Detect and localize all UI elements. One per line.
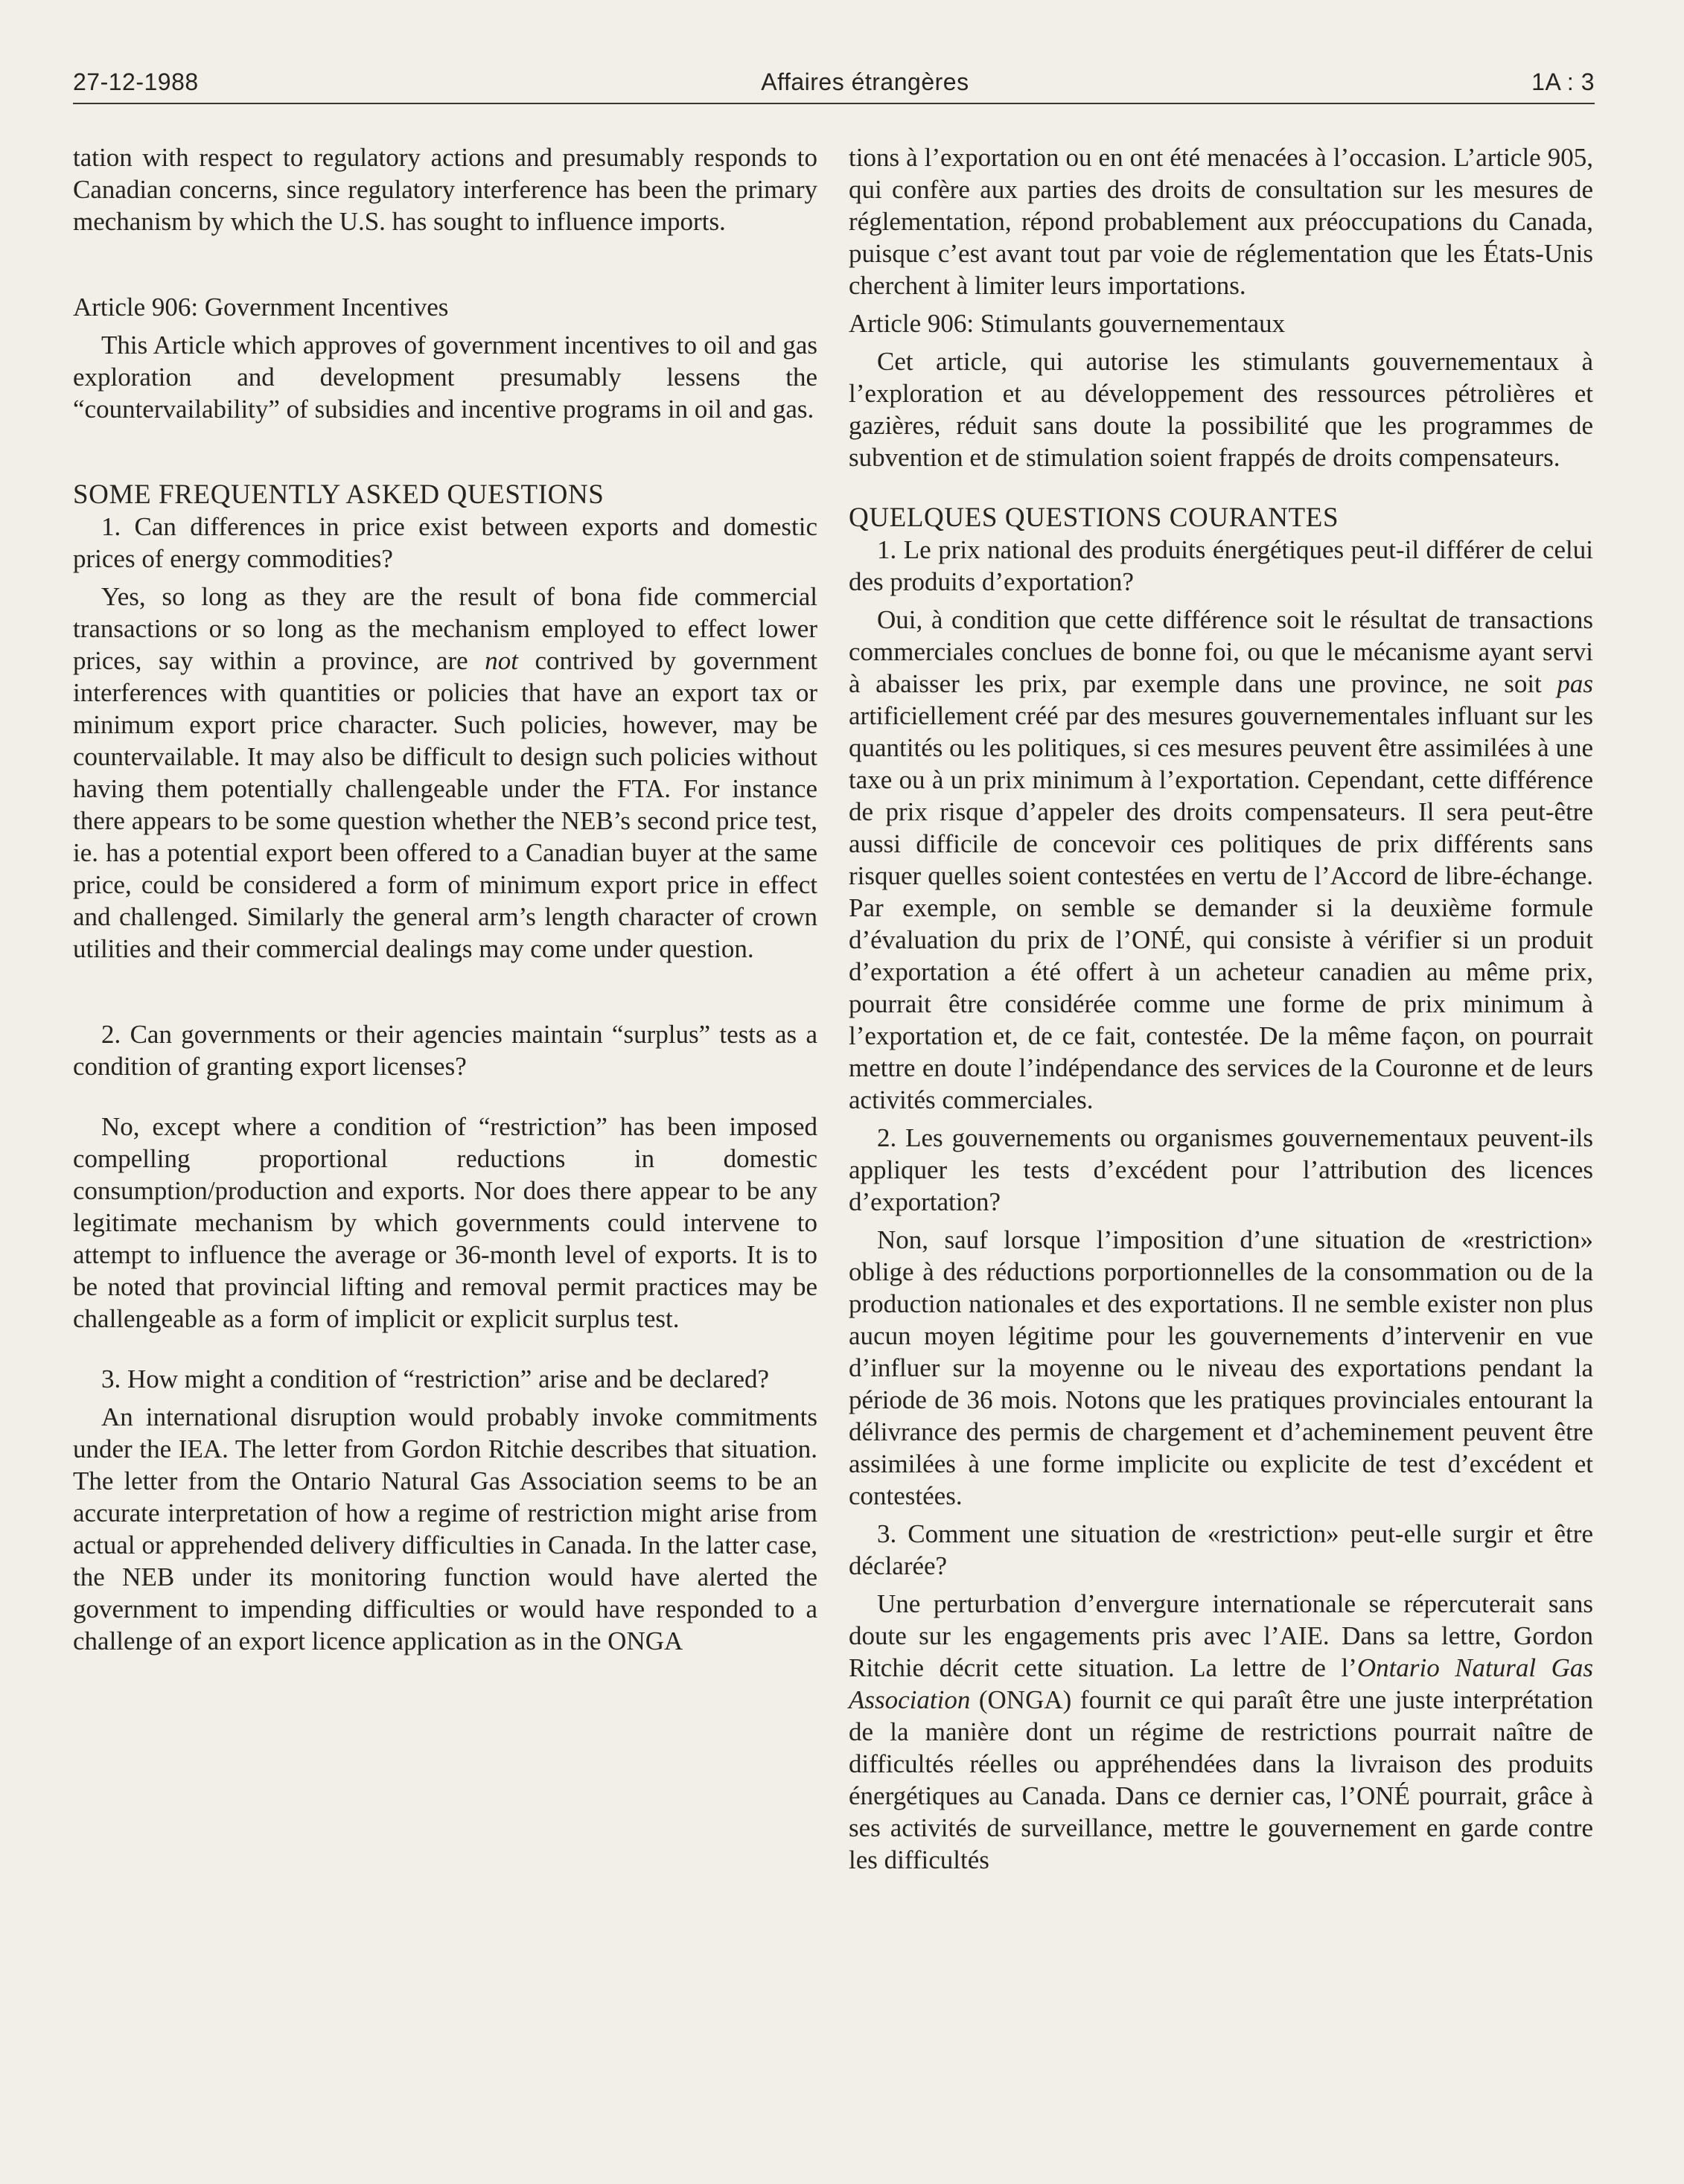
header-title: Affaires étrangères (761, 68, 969, 95)
english-column (73, 141, 817, 1657)
header-rule (73, 103, 1595, 104)
answer-1: Yes, so long as they are the result of bona fide commercial transactions or so long as the mechanism employed to effect lower prices, say within a province, are not contrived by government interferences with quantities or policies that have an export tax or minimum export price character. Such policies, however, may be countervailable. It may also be difficult to design such policies without having them potentially challengeable under the FTA. For instance there appears to be some question whether the NEB’s second price test, ie. has a potential export been offered to a Canadian buyer at the same price, could be considered a form of minimum export price in effect and challenged. Similarly the general arm’s length character of crown utilities and their commercial dealings may come under question. (73, 582, 817, 963)
answer-3: An international disruption would probably invoke commitments under the IEA. The letter from Gordon Ritchie describes that situation. The letter from the Ontario Natural Gas Association seems to be an accurate interpretation of how a regime of restriction might arise from actual or apprehended delivery difficulties in Canada. In the latter case, the NEB under its monitoring function would have alerted the government to impending difficulties or would have responded to a challenge of an export licence application as in the ONGA (73, 1402, 817, 1655)
answer-2: Non, sauf lorsque l’imposition d’une situation de «restriction» oblige à des réductions porportionnelles de la consommation ou de la production nationales et des exportations. Il ne semble exister non plus aucun moyen légitime pour les gouvernements d’intervenir en vue d’influer sur la moyenne ou le niveau des exportations pendant la période de 36 mois. Notons que les pratiques provinciales entourant la délivrance des permis de chargement et d’acheminement peuvent être assimilées à une forme implicite ou explicite de test d’excédent et contestées. (849, 1225, 1593, 1510)
faq-heading: SOME FREQUENTLY ASKED QUESTIONS (73, 479, 605, 510)
answer-1: Oui, à condition que cette différence soit le résultat de transactions commerciales conclues de bonne foi, ou que le mécanisme ayant servi à abaisser les prix, par exemple dans une province, ne soit pas artificiellement créé par des mesures gouvernementales influant sur les quantités ou les politiques, si ces mesures peuvent être assimilées à une taxe ou à un prix minimum à l’exportation. Cependant, cette différence de prix risque d’appeler des droits compensateurs. Il sera peut-être aussi difficile de concevoir ces politiques de prix différents sans risquer quelles soient contestées en vertu de l’Accord de libre-échange. Par exemple, on semble se demander si la deuxième formule d’évaluation du prix de l’ONÉ, qui consiste à vérifier si un produit d’exportation a été offert à un acheteur canadien au même prix, pourrait être considérée comme une forme de prix minimum à l’exportation et, de ce fait, contestée. De la même façon, on pourrait mettre en doute l’indépendance des services de la Couronne et de leurs activités commerciales. (849, 605, 1593, 1114)
question-2: 2. Can governments or their agencies maintain “surplus” tests as a condition of granting export licenses? (73, 1020, 817, 1081)
question-3: 3. Comment une situation de «restriction» peut-elle surgir et être déclarée? (849, 1519, 1593, 1580)
question-2: 2. Les gouvernements ou organismes gouvernementaux peuvent-ils appliquer les tests d’excédent pour l’attribution des licences d’exportation? (849, 1123, 1593, 1216)
header-date: 27-12-1988 (73, 68, 199, 95)
page-header (73, 68, 1595, 96)
question-1: 1. Can differences in price exist between exports and domestic prices of energy commodities? (73, 512, 817, 573)
article-906-text: This Article which approves of government incentives to oil and gas exploration and development presumably lessens the “countervailability” of subsidies and incentive programs in oil and gas. (73, 331, 817, 424)
faq-heading: QUELQUES QUESTIONS COURANTES (849, 502, 1339, 533)
article-906-title: Article 906: Stimulants gouvernementaux (849, 309, 1286, 338)
paragraph-continuation: tation with respect to regulatory actions and presumably responds to Canadian concerns, since regulatory interference has been the primary mechanism by which the U.S. has sought to influence imports. (73, 143, 817, 236)
answer-2: No, except where a condition of “restriction” has been imposed compelling proportional reductions in domestic consumption/production and exports. Nor does there appear to be any legitimate mechanism by which governments could intervene to attempt to influence the average or 36-month level of exports. It is to be noted that provincial lifting and removal permit practices may be challengeable as a form of implicit or explicit surplus test. (73, 1112, 817, 1333)
french-column (849, 141, 1593, 1876)
question-3: 3. How might a condition of “restriction” arise and be declared? (101, 1364, 770, 1393)
paragraph-continuation: tions à l’exportation ou en ont été menacées à l’occasion. L’article 905, qui confère aux parties des droits de consultation sur les mesures de réglementation, répond probablement aux préoccupations du Canada, puisque c’est avant tout par voie de réglementation que les États-Unis cherchent à limiter leurs importations. (849, 143, 1593, 300)
article-906-title: Article 906: Government Incentives (73, 293, 449, 322)
article-906-text: Cet article, qui autorise les stimulants gouvernementaux à l’exploration et au développement des ressources pétrolières et gazières, réduit sans doute la possibilité que les programmes de subvention et de stimulation soient frappés de droits compensateurs. (849, 347, 1593, 472)
answer-3: Une perturbation d’envergure internationale se répercuterait sans doute sur les engagements pris avec l’AIE. Dans sa lettre, Gordon Ritchie décrit cette situation. La lettre de l’Ontario Natural Gas Association (ONGA) fournit ce qui paraît être une juste interprétation de la manière dont un régime de restrictions pourrait naître de difficultés réelles ou appréhendées dans la livraison des produits énergétiques au Canada. Dans ce dernier cas, l’ONÉ pourrait, grâce à ses activités de surveillance, mettre le gouvernement en garde contre les difficultés (849, 1589, 1593, 1874)
header-page-number: 1A : 3 (1531, 68, 1595, 95)
question-1: 1. Le prix national des produits énergétiques peut-il différer de celui des produits d’exportation? (849, 535, 1593, 596)
